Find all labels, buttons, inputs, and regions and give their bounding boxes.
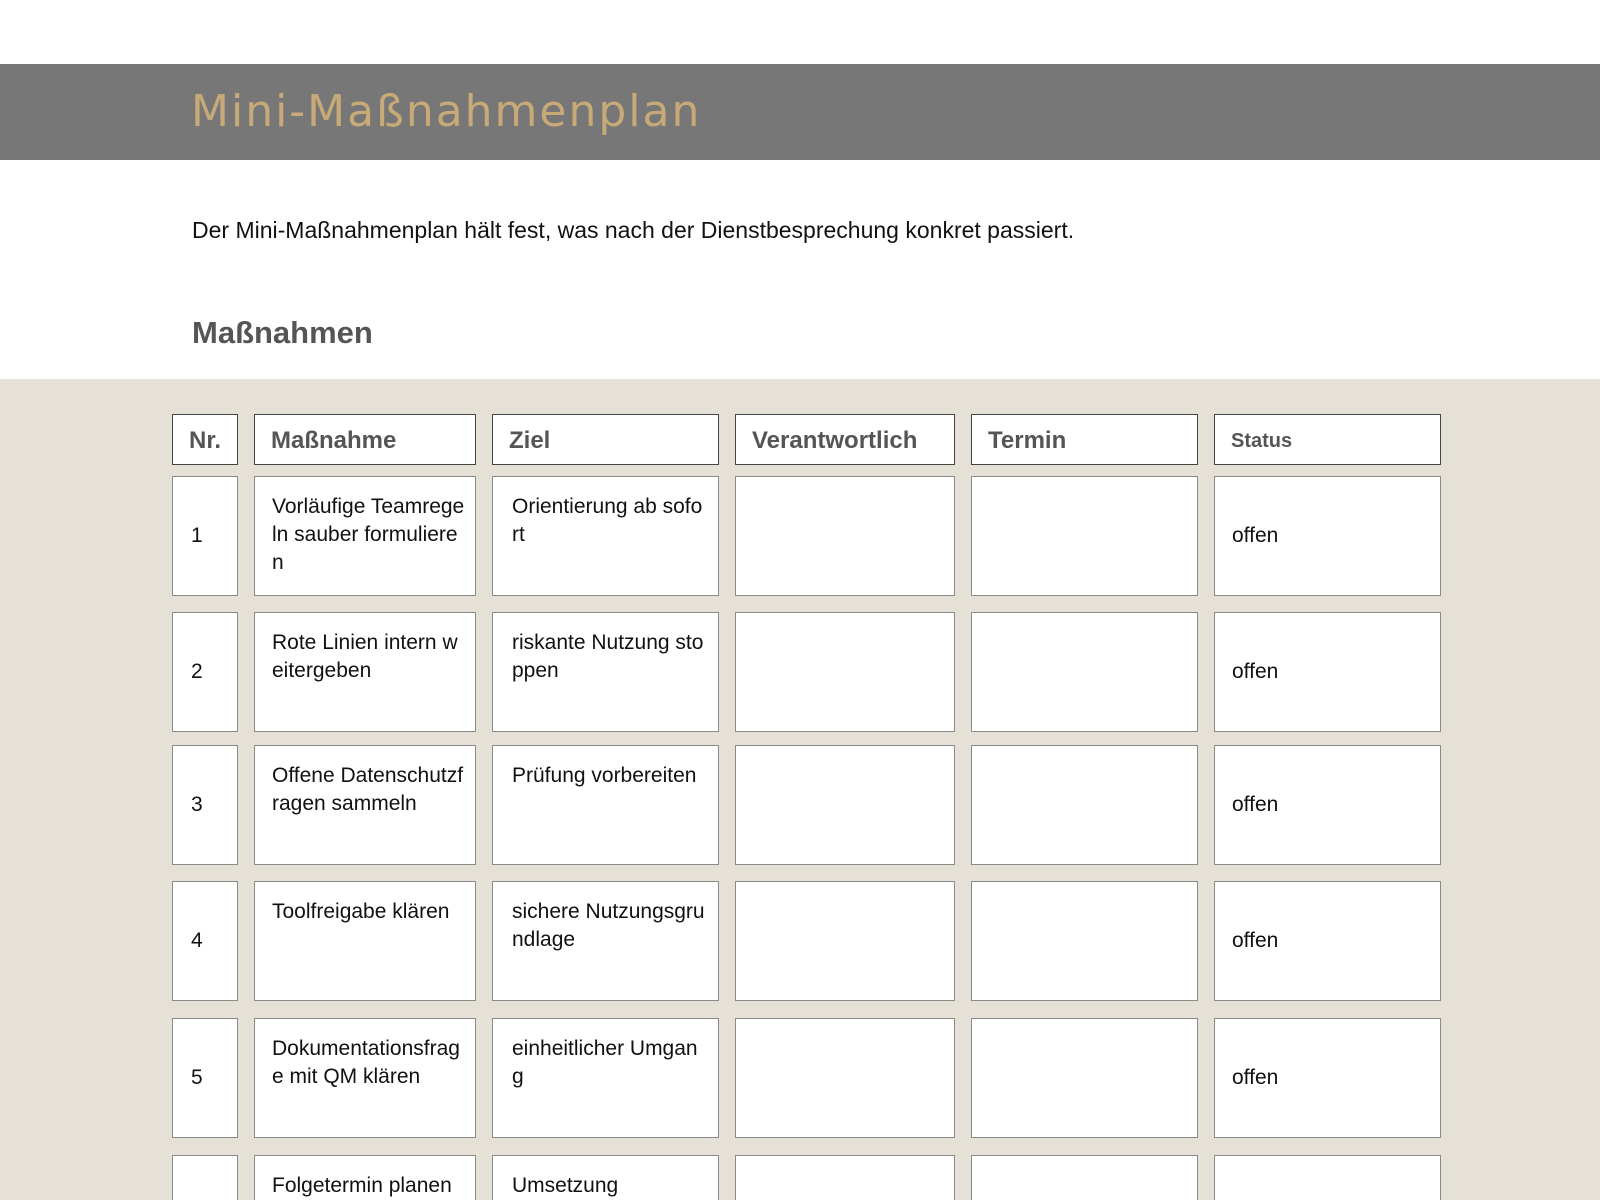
row-5-massnahme: Dokumentationsfrage mit QM klären [254,1018,476,1138]
row-1-verantwortlich-field[interactable] [735,476,955,596]
row-3-status: offen [1214,745,1441,865]
row-2-verantwortlich-field[interactable] [735,612,955,732]
intro-paragraph: Der Mini-Maßnahmenplan hält fest, was nach der Dienstbesprechung konkret passiert. [192,217,1075,243]
row-5-termin-field[interactable] [971,1018,1198,1138]
row-5-ziel: einheitlicher Umgang [492,1018,719,1138]
row-6-termin-field[interactable] [971,1155,1198,1200]
row-2-massnahme: Rote Linien intern weitergeben [254,612,476,732]
row-6-massnahme: Folgetermin planen [254,1155,476,1200]
section-heading: Maßnahmen [192,315,373,350]
row-6-status [1214,1155,1441,1200]
row-3-termin-field[interactable] [971,745,1198,865]
row-6-ziel: Umsetzung [492,1155,719,1200]
header-nr: Nr. [172,414,238,465]
header-ziel: Ziel [492,414,719,465]
row-1-termin-field[interactable] [971,476,1198,596]
row-2-ziel: riskante Nutzung stoppen [492,612,719,732]
row-4-termin-field[interactable] [971,881,1198,1001]
row-4-status: offen [1214,881,1441,1001]
row-5-status: offen [1214,1018,1441,1138]
page-title: Mini-Maßnahmenplan [191,86,702,137]
header-status: Status [1214,414,1441,465]
row-3-ziel: Prüfung vorbereiten [492,745,719,865]
row-4-massnahme: Toolfreigabe klären [254,881,476,1001]
row-3-massnahme: Offene Datenschutzfragen sammeln [254,745,476,865]
row-6-verantwortlich-field[interactable] [735,1155,955,1200]
row-3-verantwortlich-field[interactable] [735,745,955,865]
row-2-nr: 2 [172,612,238,732]
header-termin: Termin [971,414,1198,465]
row-6-nr [172,1155,238,1200]
row-4-verantwortlich-field[interactable] [735,881,955,1001]
header-massnahme: Maßnahme [254,414,476,465]
row-4-ziel: sichere Nutzungsgrundlage [492,881,719,1001]
row-2-termin-field[interactable] [971,612,1198,732]
row-1-massnahme: Vorläufige Teamregeln sauber formulieren [254,476,476,596]
row-5-verantwortlich-field[interactable] [735,1018,955,1138]
row-5-nr: 5 [172,1018,238,1138]
row-1-status: offen [1214,476,1441,596]
row-1-ziel: Orientierung ab sofort [492,476,719,596]
row-2-status: offen [1214,612,1441,732]
row-4-nr: 4 [172,881,238,1001]
row-1-nr: 1 [172,476,238,596]
row-3-nr: 3 [172,745,238,865]
header-verantwortlich: Verantwortlich [735,414,955,465]
